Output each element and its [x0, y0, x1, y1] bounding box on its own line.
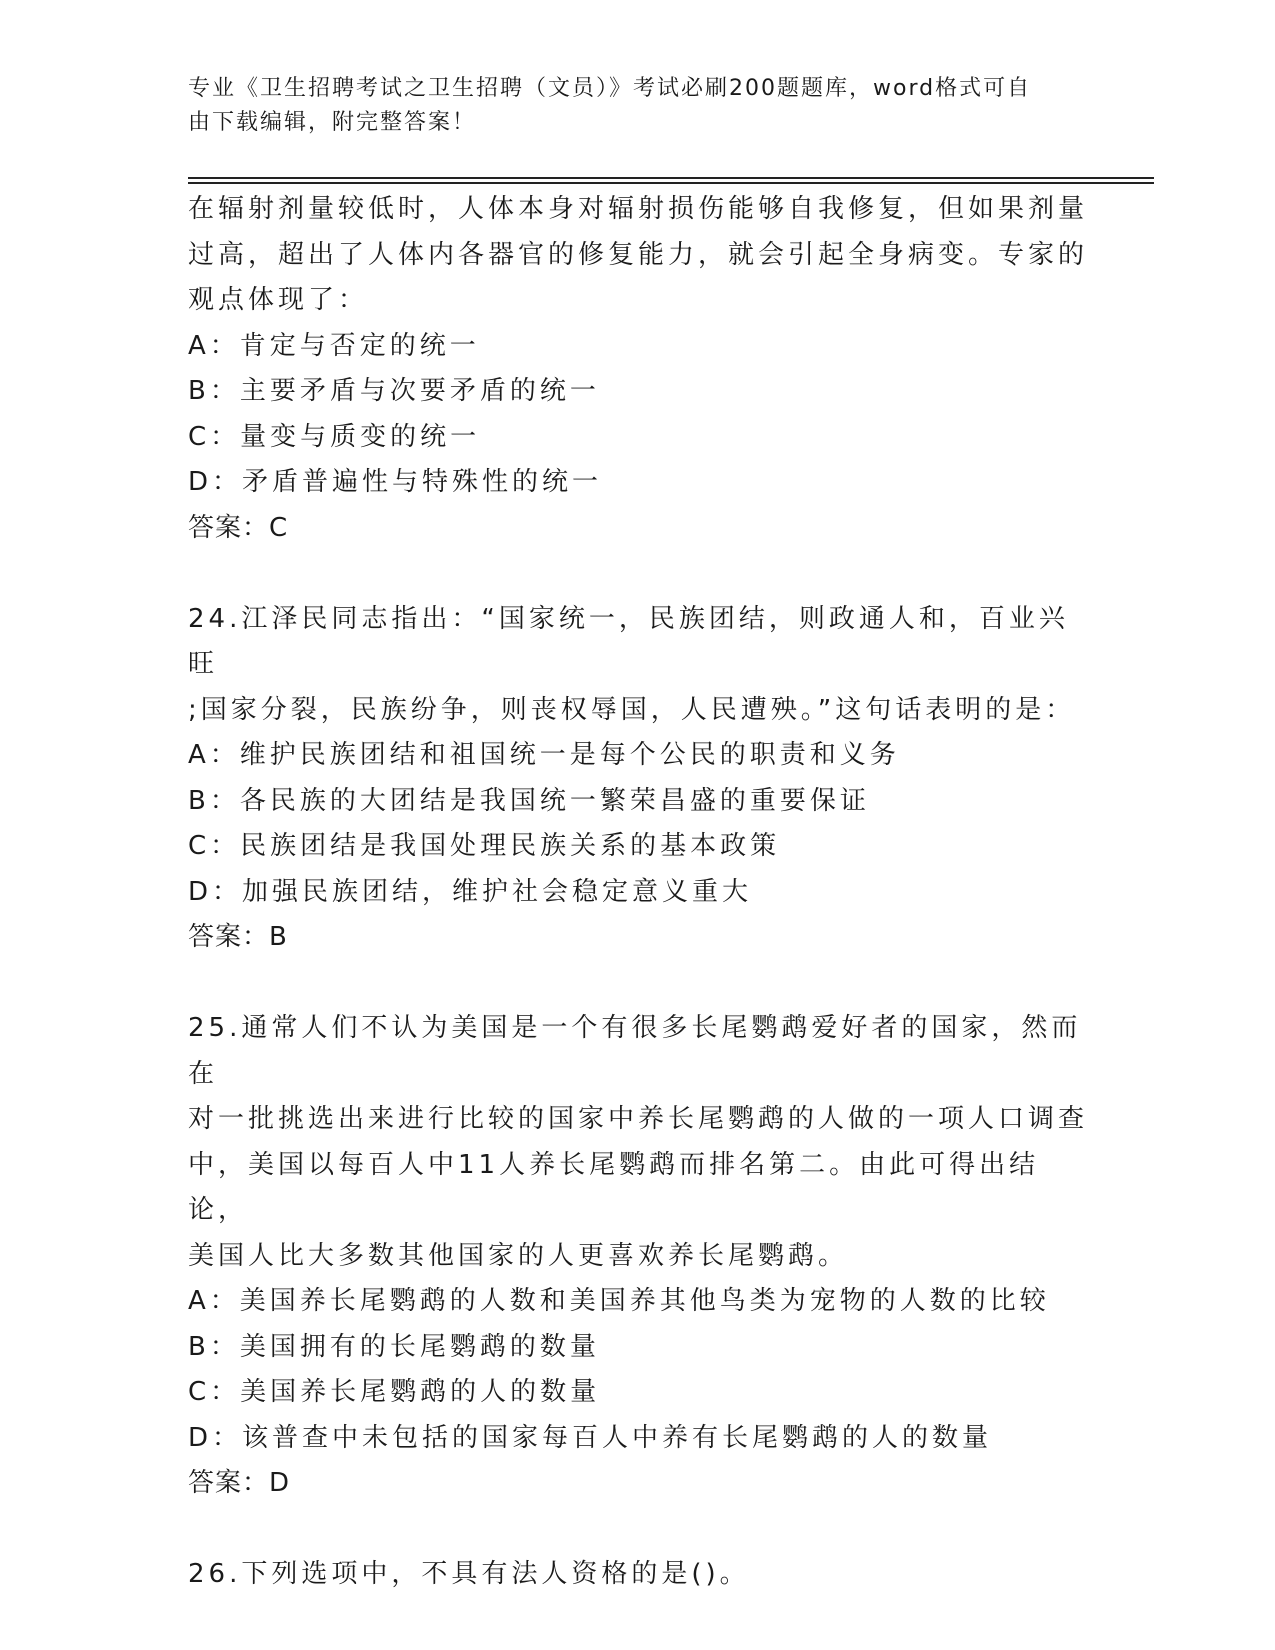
spacer	[188, 551, 1088, 597]
question-25-answer: 答案：D	[188, 1468, 291, 1498]
question-23-stem-line-1: 在辐射剂量较低时，人体本身对辐射损伤能够自我修复，但如果剂量	[188, 194, 1089, 224]
question-24-option-d: D：加强民族团结，维护社会稳定意义重大	[188, 876, 753, 907]
header-line-2: 由下载编辑，附完整答案！	[188, 110, 477, 135]
question-23-stem-line-2: 过高，超出了人体内各器官的修复能力，就会引起全身病变。专家的	[188, 239, 1089, 270]
header-rule-bottom	[188, 182, 1154, 184]
question-25-option-d: D：该普查中未包括的国家每百人中养有长尾鹦鹉的人的数量	[188, 1422, 993, 1453]
question-23-option-b: B：主要矛盾与次要矛盾的统一	[188, 376, 600, 406]
question-25	[188, 1006, 1088, 1507]
question-23-option-a: A：肯定与否定的统一	[188, 330, 480, 361]
question-list	[188, 187, 1088, 1598]
question-25-option-a: A：美国养长尾鹦鹉的人数和美国养其他鸟类为宠物的人数的比较	[188, 1286, 1050, 1316]
question-25-stem-line-1: 25.通常人们不认为美国是一个有很多长尾鹦鹉爱好者的国家，然而在	[188, 1013, 1082, 1089]
question-24-option-c: C：民族团结是我国处理民族关系的基本政策	[188, 831, 781, 861]
question-24-stem-line-1: 24.江泽民同志指出：“国家统一，民族团结，则政通人和，百业兴旺	[188, 603, 1069, 679]
question-26	[188, 1552, 1088, 1598]
question-24-option-a: A：维护民族团结和祖国统一是每个公民的职责和义务	[188, 740, 900, 770]
question-23-option-c: C：量变与质变的统一	[188, 421, 481, 452]
header-rule-top	[188, 177, 1154, 179]
spacer	[188, 961, 1088, 1007]
question-24-option-b: B：各民族的大团结是我国统一繁荣昌盛的重要保证	[188, 785, 870, 816]
question-24-stem-line-2: ;国家分裂，民族纷争，则丧权辱国，人民遭殃。”这句话表明的是：	[188, 694, 1076, 725]
question-23-option-d: D：矛盾普遍性与特殊性的统一	[188, 467, 603, 497]
header-line-1: 专业《卫生招聘考试之卫生招聘（文员）》考试必刷200题题库，word格式可自	[188, 76, 1032, 101]
question-25-stem-line-2: 对一批挑选出来进行比较的国家中养长尾鹦鹉的人做的一项人口调查	[188, 1104, 1089, 1134]
question-24-answer: 答案：B	[188, 922, 288, 952]
question-23	[188, 187, 1088, 551]
spacer	[188, 1507, 1088, 1553]
question-26-stem-line-1: 26.下列选项中，不具有法人资格的是()。	[188, 1559, 750, 1589]
document-header	[188, 72, 1068, 140]
question-25-stem-line-3: 中，美国以每百人中11人养长尾鹦鹉而排名第二。由此可得出结论，	[188, 1149, 1040, 1225]
question-25-option-b: B：美国拥有的长尾鹦鹉的数量	[188, 1331, 600, 1362]
question-24	[188, 597, 1088, 961]
question-23-answer: 答案：C	[188, 512, 289, 543]
question-23-stem-line-3: 观点体现了：	[188, 285, 369, 315]
question-25-stem-line-4: 美国人比大多数其他国家的人更喜欢养长尾鹦鹉。	[188, 1240, 849, 1271]
question-25-option-c: C：美国养长尾鹦鹉的人的数量	[188, 1377, 601, 1407]
